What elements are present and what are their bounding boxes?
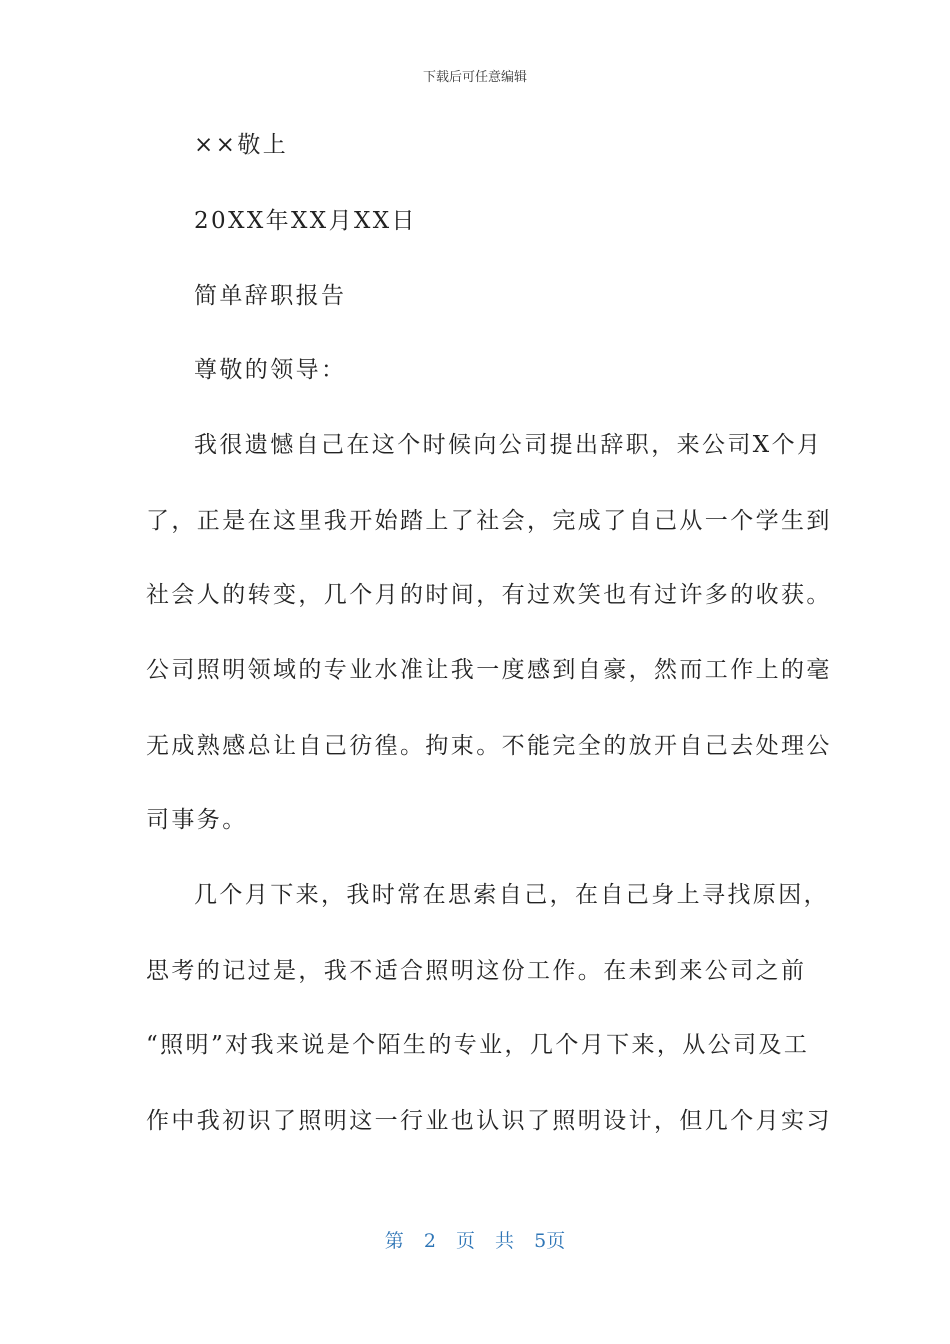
- document-title: 简单辞职报告: [194, 283, 347, 309]
- page-footer: [0, 1226, 950, 1253]
- signature-line: ××敬上: [194, 132, 289, 158]
- paragraph-line: 几个月下来，我时常在思索自己，在自己身上寻找原因，: [194, 882, 829, 908]
- footer-page-label: 页: [455, 1230, 475, 1252]
- page-header-note: 下载后可任意编辑: [422, 70, 527, 85]
- current-page-number: 2: [423, 1230, 436, 1252]
- paragraph-line: 社会人的转变，几个月的时间，有过欢笑也有过许多的收获。: [146, 582, 832, 608]
- paragraph-line: 公司照明领域的专业水准让我一度感到自豪，然而工作上的毫: [146, 657, 832, 683]
- salutation: 尊敬的领导：: [194, 357, 347, 383]
- paragraph-line: 无成熟感总让自己彷徨。拘束。不能完全的放开自己去处理公: [146, 733, 832, 759]
- paragraph-line: “照明”对我来说是个陌生的专业，几个月下来，从公司及工: [146, 1032, 810, 1058]
- total-pages: 5页: [534, 1230, 566, 1252]
- paragraph-line: 了，正是在这里我开始踏上了社会，完成了自己从一个学生到: [146, 508, 832, 534]
- paragraph-line: 我很遗憾自己在这个时候向公司提出辞职，来公司X个月: [194, 432, 823, 458]
- footer-prefix: 第: [384, 1230, 404, 1252]
- footer-total-label: 共: [495, 1230, 515, 1252]
- paragraph-line: 思考的记过是，我不适合照明这份工作。在未到来公司之前: [146, 958, 807, 984]
- paragraph-line: 司事务。: [146, 807, 248, 833]
- paragraph-line: 作中我初识了照明这一行业也认识了照明设计，但几个月实习: [146, 1108, 832, 1134]
- date-line: 20XX年XX月XX日: [194, 208, 417, 234]
